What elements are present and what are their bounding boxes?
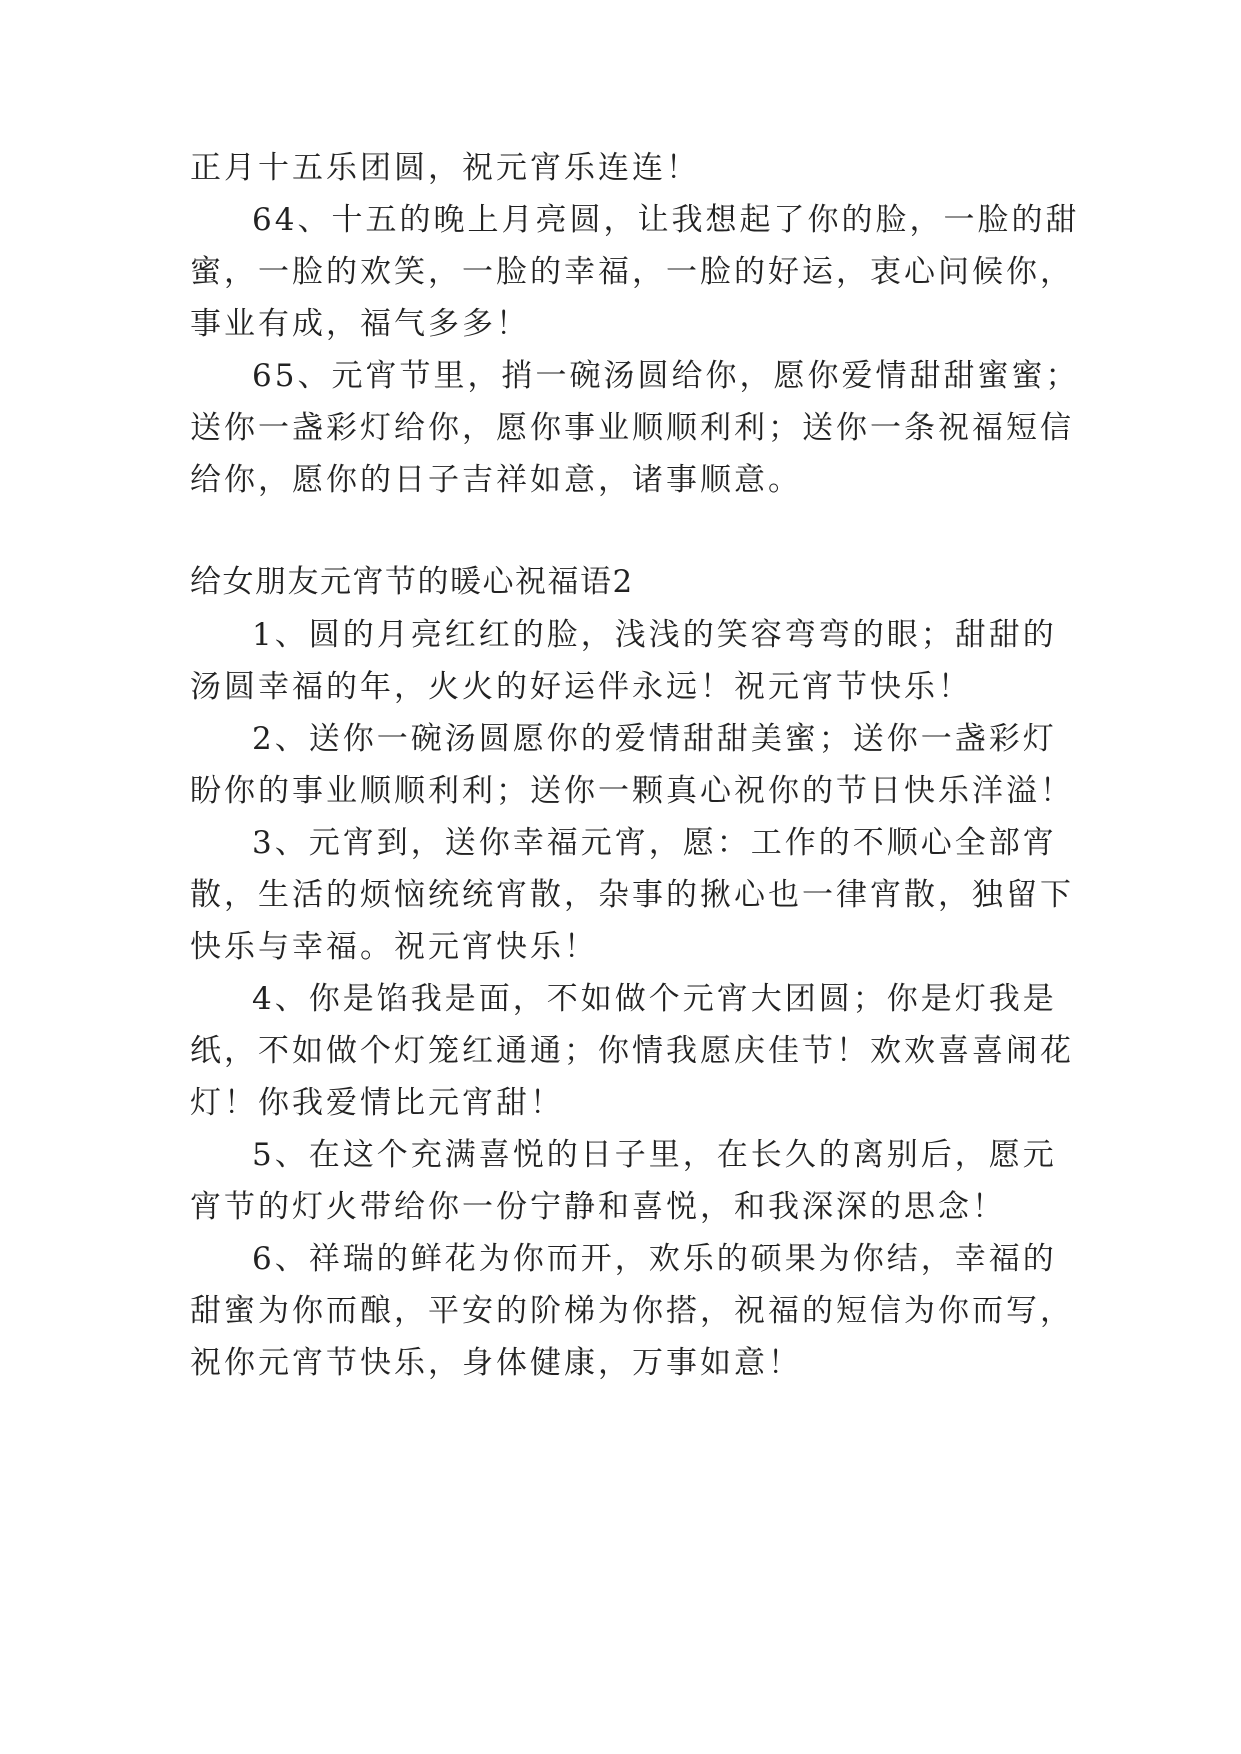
paragraph-65-line-3: 给你，愿你的日子吉祥如意，诸事顺意。 bbox=[190, 462, 802, 498]
paragraph-6-line-2: 甜蜜为你而酿，平安的阶梯为你搭，祝福的短信为你而写， bbox=[190, 1293, 1074, 1329]
paragraph-3-line-3: 快乐与幸福。祝元宵快乐！ bbox=[190, 929, 598, 965]
paragraph-4-line-3: 灯！你我爱情比元宵甜！ bbox=[190, 1085, 564, 1121]
paragraph-64-line-2: 蜜，一脸的欢笑，一脸的幸福，一脸的好运，衷心问候你， bbox=[190, 254, 1074, 290]
section-heading: 给女朋友元宵节的暖心祝福语2 bbox=[190, 564, 634, 600]
paragraph-3-line-1: 3、元宵到，送你幸福元宵，愿：工作的不顺心全部宵 bbox=[252, 825, 1057, 861]
text-line: 正月十五乐团圆，祝元宵乐连连！ bbox=[190, 150, 700, 186]
paragraph-6-line-3: 祝你元宵节快乐，身体健康，万事如意！ bbox=[190, 1345, 802, 1381]
paragraph-5-line-1: 5、在这个充满喜悦的日子里，在长久的离别后，愿元 bbox=[252, 1137, 1057, 1173]
paragraph-64-line-3: 事业有成，福气多多！ bbox=[190, 306, 530, 342]
paragraph-6-line-1: 6、祥瑞的鲜花为你而开，欢乐的硕果为你结，幸福的 bbox=[252, 1241, 1057, 1277]
paragraph-2-line-1: 2、送你一碗汤圆愿你的爱情甜甜美蜜；送你一盏彩灯 bbox=[252, 721, 1057, 757]
paragraph-64-line-1: 64、十五的晚上月亮圆，让我想起了你的脸，一脸的甜 bbox=[252, 202, 1080, 238]
paragraph-1-line-1: 1、圆的月亮红红的脸，浅浅的笑容弯弯的眼；甜甜的 bbox=[252, 617, 1057, 653]
paragraph-4-line-1: 4、你是馅我是面，不如做个元宵大团圆；你是灯我是 bbox=[252, 981, 1057, 1017]
paragraph-4-line-2: 纸，不如做个灯笼红通通；你情我愿庆佳节！欢欢喜喜闹花 bbox=[190, 1033, 1074, 1069]
paragraph-65-line-1: 65、元宵节里，捎一碗汤圆给你，愿你爱情甜甜蜜蜜； bbox=[252, 358, 1080, 394]
paragraph-5-line-2: 宵节的灯火带给你一份宁静和喜悦，和我深深的思念！ bbox=[190, 1189, 1006, 1225]
paragraph-2-line-2: 盼你的事业顺顺利利；送你一颗真心祝你的节日快乐洋溢！ bbox=[190, 773, 1074, 809]
paragraph-65-line-2: 送你一盏彩灯给你，愿你事业顺顺利利；送你一条祝福短信 bbox=[190, 410, 1074, 446]
paragraph-1-line-2: 汤圆幸福的年，火火的好运伴永远！祝元宵节快乐！ bbox=[190, 669, 972, 705]
paragraph-3-line-2: 散，生活的烦恼统统宵散，杂事的揪心也一律宵散，独留下 bbox=[190, 877, 1074, 913]
